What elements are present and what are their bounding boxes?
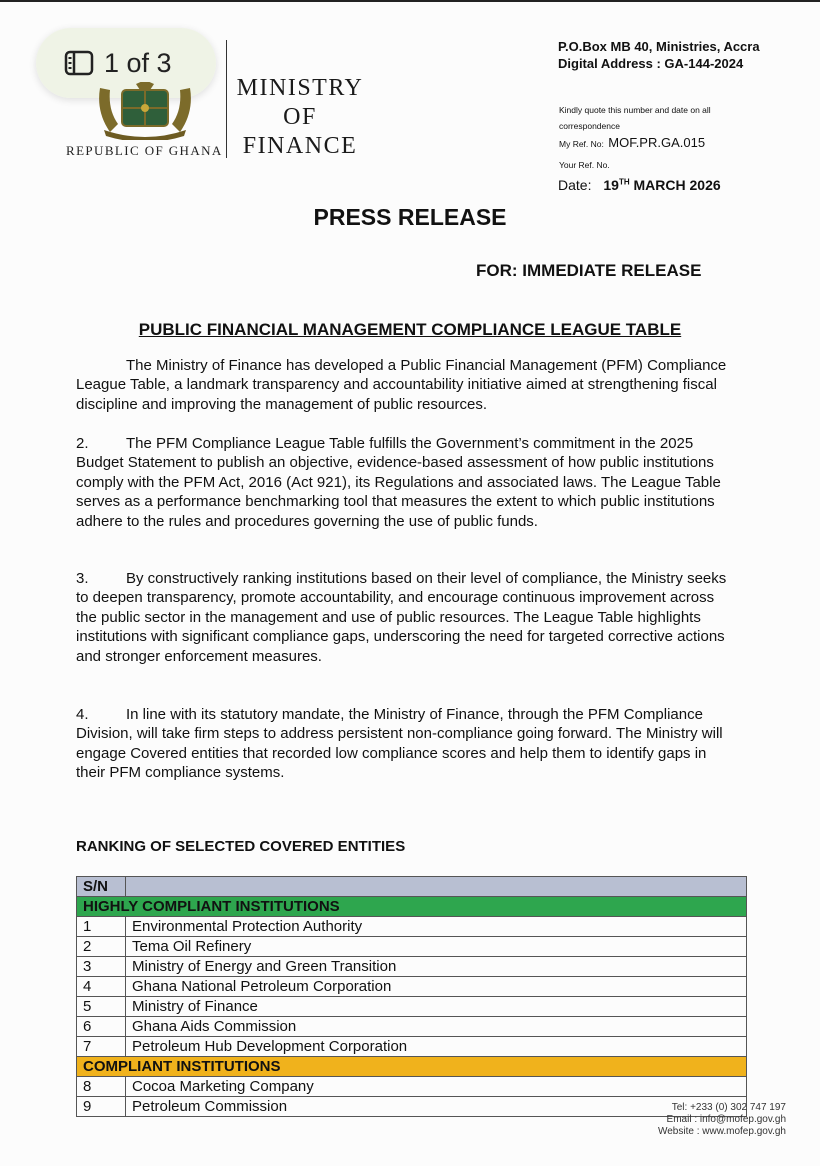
table-row — [77, 1017, 747, 1037]
table-header-row — [77, 877, 747, 897]
paragraph-3 — [76, 569, 736, 666]
header-institution — [126, 877, 747, 897]
paragraph-text: The Ministry of Finance has developed a Public Financial Management (PFM) Compliance League Table, a landmark transparency and accountability initiative aimed at strengthening fiscal discipline and improving the management of public resources. — [76, 357, 727, 413]
group-label: HIGHLY COMPLIANT INSTITUTIONS — [77, 897, 747, 917]
table-row — [77, 917, 747, 937]
row-sn: 4 — [77, 977, 126, 997]
table-row — [77, 997, 747, 1017]
contact-email: Email : info@mofep.gov.gh — [666, 1114, 786, 1125]
date-suffix: TH — [618, 177, 630, 187]
paragraph-number: 4. — [76, 706, 89, 723]
row-sn: 7 — [77, 1037, 126, 1057]
ranking-table — [76, 876, 747, 1117]
address-line: P.O.Box MB 40, Ministries, Accra — [558, 39, 760, 54]
table-row — [77, 1037, 747, 1057]
row-institution: Ghana Aids Commission — [126, 1017, 747, 1037]
page-view-icon — [64, 50, 94, 76]
quote-note-line: Kindly quote this number and date on all — [559, 105, 711, 115]
table-row — [77, 957, 747, 977]
paragraph-2 — [76, 434, 736, 531]
date-label: Date: — [558, 177, 592, 193]
ministry-line: OF — [283, 104, 317, 130]
your-reference-label: Your Ref. No. — [559, 160, 610, 170]
header-sn: S/N — [77, 877, 126, 897]
table-row — [77, 937, 747, 957]
paragraph-text: By constructively ranking institutions based on their level of compliance, the Ministry seeks to deepen transparency, promote accountability, and encourage continuous improvement across the public sector in the management and use of public resources. The League Table highlights institutions with significant compliance gaps, underscoring the need for targeted corrective actions and stronger enforcement measures. — [76, 570, 727, 665]
group-label: COMPLIANT INSTITUTIONS — [77, 1057, 747, 1077]
row-sn: 6 — [77, 1017, 126, 1037]
release-heading: PUBLIC FINANCIAL MANAGEMENT COMPLIANCE LEAGUE TABLE — [138, 320, 682, 339]
digital-address: Digital Address : GA-144-2024 — [558, 56, 744, 71]
document-date — [558, 177, 721, 193]
postal-address — [558, 38, 760, 72]
contact-footer — [560, 1102, 786, 1138]
release-type: FOR: IMMEDIATE RELEASE — [476, 261, 702, 280]
contact-tel: Tel: +233 (0) 302 747 197 — [671, 1102, 786, 1113]
row-institution: Tema Oil Refinery — [126, 937, 747, 957]
row-sn: 1 — [77, 917, 126, 937]
letterhead-divider — [226, 40, 227, 158]
ministry-line: FINANCE — [242, 133, 358, 159]
ranking-title: RANKING OF SELECTED COVERED ENTITIES — [76, 838, 406, 855]
row-institution: Cocoa Marketing Company — [126, 1077, 747, 1097]
paragraph-number: 3. — [76, 570, 89, 587]
quote-note — [559, 102, 749, 134]
paragraph-1 — [76, 356, 736, 414]
my-reference — [559, 135, 705, 150]
press-release-title: PRESS RELEASE — [313, 204, 507, 230]
paragraph-number: 2. — [76, 435, 89, 452]
page-top-rule — [0, 0, 820, 2]
contact-website: Website : www.mofep.gov.gh — [657, 1126, 786, 1137]
row-sn: 8 — [77, 1077, 126, 1097]
row-institution: Ghana National Petroleum Corporation — [126, 977, 747, 997]
quote-note-line: correspondence — [559, 121, 620, 131]
row-sn: 2 — [77, 937, 126, 957]
ministry-name — [233, 74, 367, 161]
row-institution: Environmental Protection Authority — [126, 917, 747, 937]
row-institution: Petroleum Commission — [126, 1097, 747, 1117]
group-row-compliant — [77, 1057, 747, 1077]
group-row-highly-compliant — [77, 897, 747, 917]
row-institution: Ministry of Finance — [126, 997, 747, 1017]
table-row — [77, 977, 747, 997]
paragraph-4 — [76, 705, 736, 783]
my-ref-value: MOF.PR.GA.015 — [608, 135, 706, 150]
republic-label: REPUBLIC OF GHANA — [66, 143, 223, 158]
row-institution: Petroleum Hub Development Corporation — [126, 1037, 747, 1057]
ministry-line: MINISTRY — [236, 75, 364, 101]
my-ref-label: My Ref. No: — [559, 139, 604, 149]
row-sn: 5 — [77, 997, 126, 1017]
coat-of-arms-icon — [92, 82, 198, 140]
row-sn: 3 — [77, 957, 126, 977]
date-value: 19TH MARCH 2026 — [603, 177, 721, 193]
row-institution: Ministry of Energy and Green Transition — [126, 957, 747, 977]
paragraph-text: The PFM Compliance League Table fulfills the Government’s commitment in the 2025 Budget Statement to publish an objective, evidence-based assessment of how public institutions comply with the PFM Act, 2016 (Act 921), its Regulations and associated laws. The League Table serves as a performance benchmarking tool that measures the extent to which public institutions adhere to the rules and procedures governing the use of public funds. — [76, 435, 721, 530]
paragraph-text: In line with its statutory mandate, the Ministry of Finance, through the PFM Compliance Division, will take firm steps to address persistent non-compliance going forward. The Ministry will engage Covered entities that recorded low compliance scores and help them to identify gaps in their PFM compliance systems. — [76, 706, 723, 782]
row-sn: 9 — [77, 1097, 126, 1117]
table-row — [77, 1077, 747, 1097]
page-indicator-label: 1 of 3 — [104, 47, 172, 78]
